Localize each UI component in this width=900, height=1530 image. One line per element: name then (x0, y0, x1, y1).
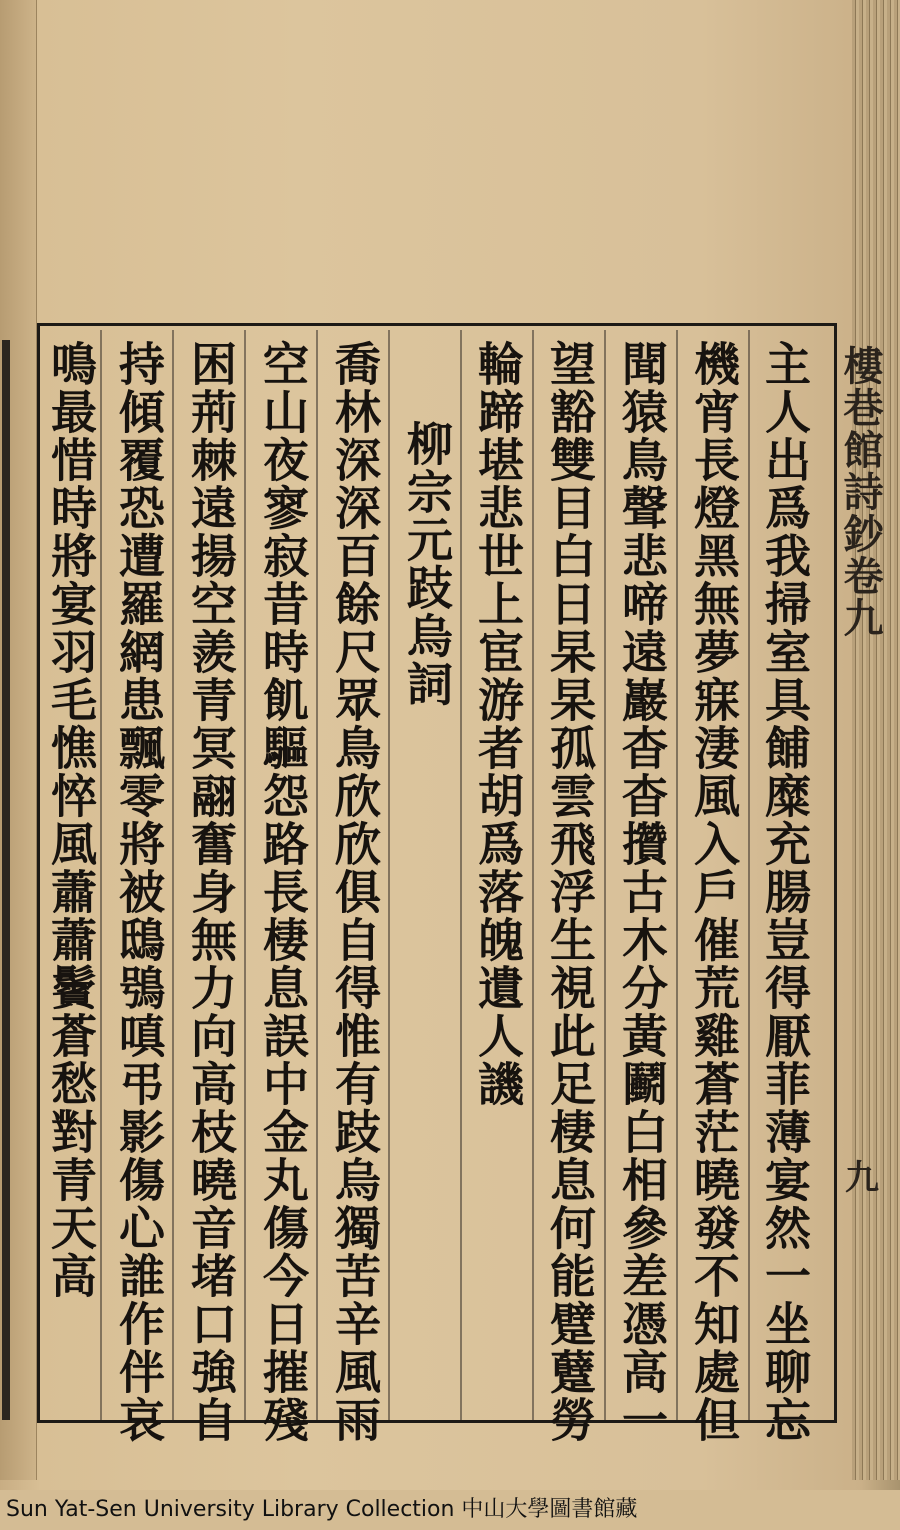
column-rule (172, 330, 174, 1420)
column-rule (748, 330, 750, 1420)
text-column: 喬林深深百餘尺眾鳥欣欣俱自得惟有跂烏獨苦辛風雨 (328, 340, 382, 1444)
text-column: 空山夜寥寂昔時飢驅怨路長棲息誤中金丸傷今日摧殘 (256, 340, 310, 1444)
collection-caption: Sun Yat-Sen University Library Collection 中山大學圖書館藏 (0, 1490, 900, 1530)
text-column: 主人出爲我掃室具餔糜充腸豈得厭菲薄宴然一坐聊忘 (758, 340, 812, 1444)
column-rule (244, 330, 246, 1420)
poem-title: 柳宗元跂烏詞 (400, 420, 454, 708)
text-column: 機宵長燈黑無夢寐淒風入戶催荒雞蒼茫曉發不知處但 (687, 340, 741, 1444)
column-rule (388, 330, 390, 1420)
column-rule (604, 330, 606, 1420)
column-rule (532, 330, 534, 1420)
page-number: 九 (845, 1158, 879, 1198)
border-bar (2, 340, 10, 1420)
running-head: 樓巷館詩鈔卷九 (837, 345, 884, 639)
text-column: 持傾覆恐遭羅網患飄零將被鴟鴞嗔弔影傷心誰作伴哀 (112, 340, 166, 1444)
text-column: 鳴最惜時將宴羽毛憔悴風蕭蕭鬢蒼愁對青天高 (44, 340, 98, 1300)
column-rule (316, 330, 318, 1420)
column-rule (460, 330, 462, 1420)
text-column: 困荊棘遠揚空羨青冥翮奮身無力向高枝曉音堵口強自 (184, 340, 238, 1444)
column-rule (676, 330, 678, 1420)
text-column: 聞猿鳥聲悲啼遠巖杳杳攢古木分黃鬬白相參差憑高一 (615, 340, 669, 1444)
text-column: 輪蹄堪悲世上宦游者胡爲落魄遺人譏 (471, 340, 525, 1108)
page-edge (852, 0, 900, 1480)
text-column: 望豁雙目白日杲杲孤雲飛浮生視此足棲息何能躄躠勞 (543, 340, 597, 1444)
